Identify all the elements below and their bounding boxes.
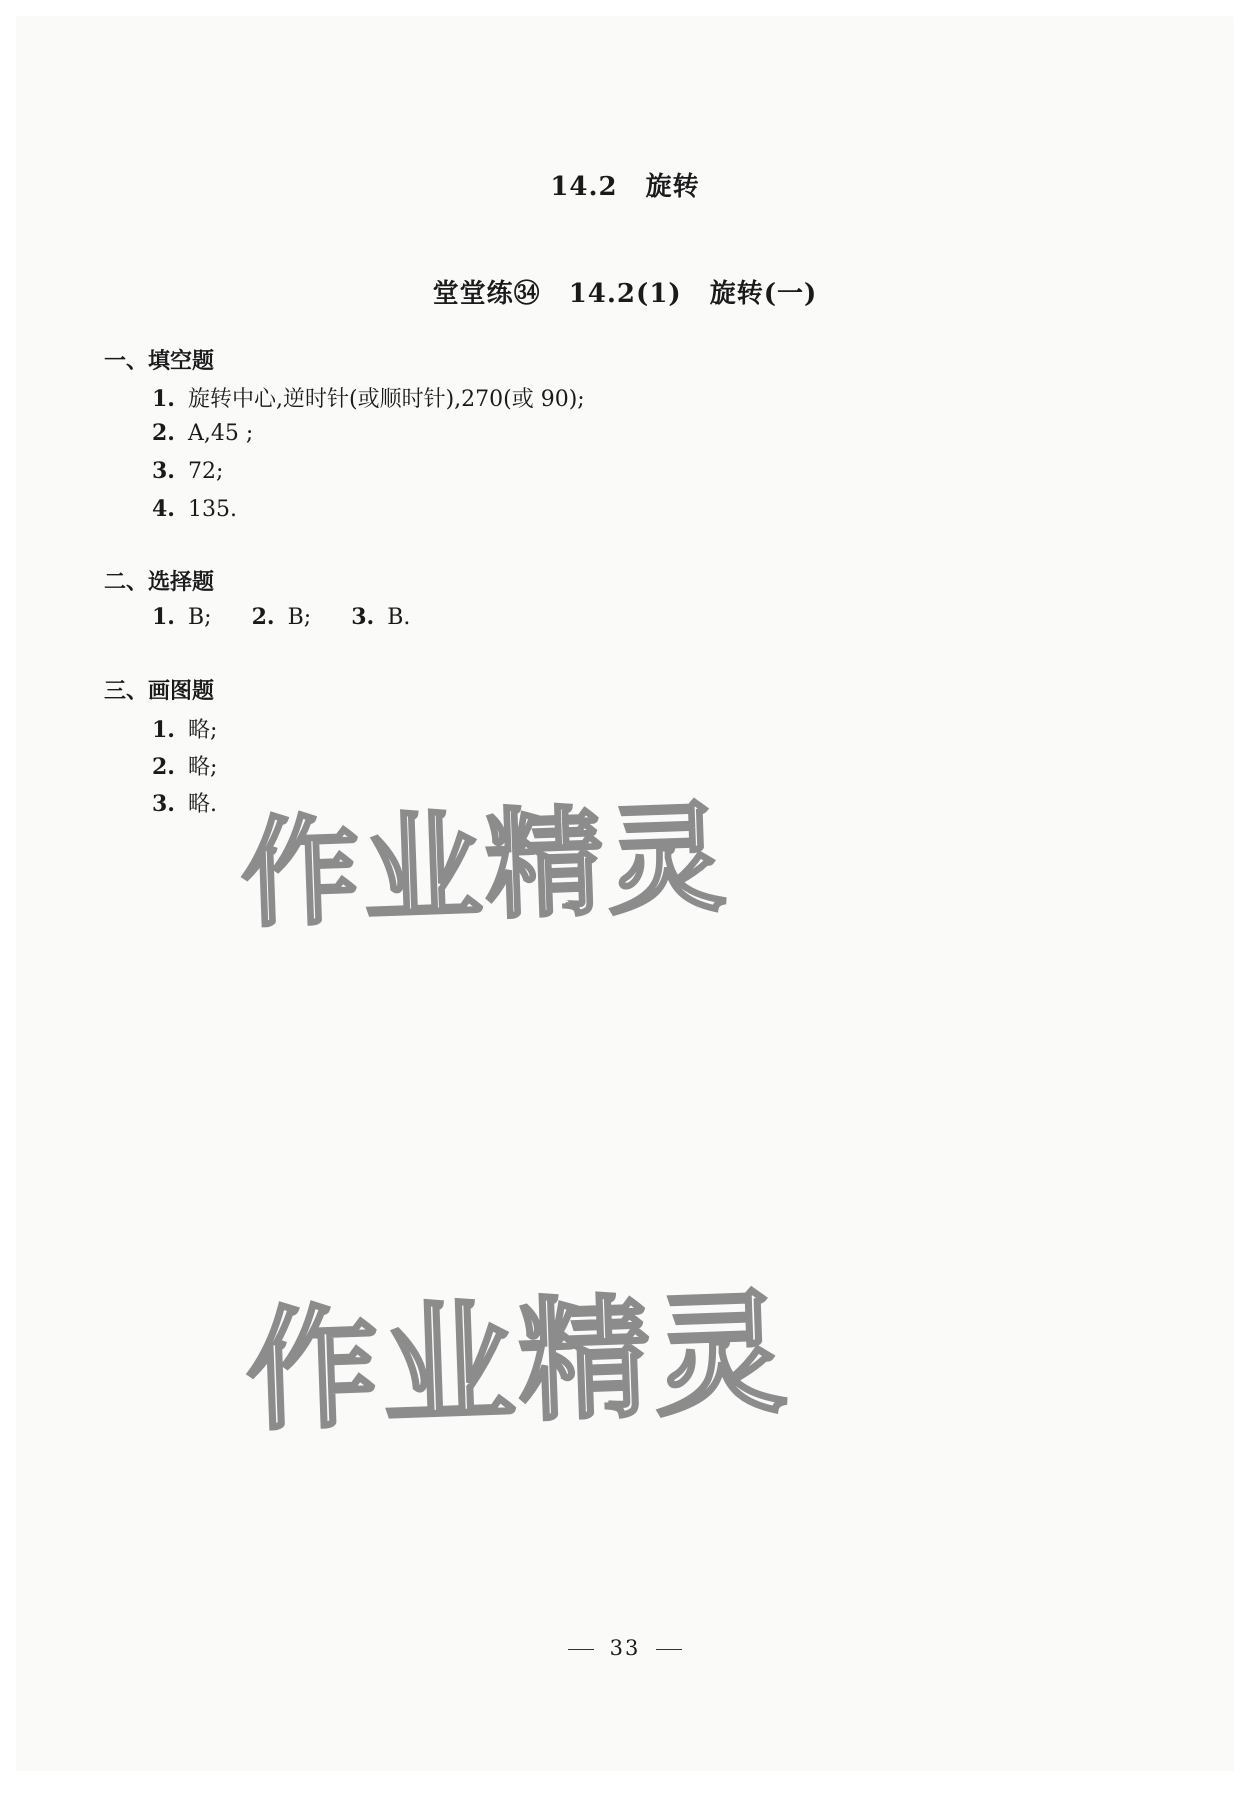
item-number: 2.	[251, 604, 275, 630]
lesson-name: 堂堂练㉞	[432, 279, 541, 309]
watermark: 作业精灵	[239, 788, 732, 944]
section-title	[16, 166, 1234, 203]
document-page	[16, 16, 1234, 1771]
item-number: 2.	[152, 754, 175, 780]
answer-item	[152, 787, 217, 818]
item-number: 1.	[152, 717, 175, 743]
answer-item	[152, 496, 237, 522]
lesson-subtitle: 旋转(一)	[709, 279, 818, 309]
lesson-title	[16, 273, 1234, 310]
item-text: B.	[387, 605, 411, 630]
watermark: 作业精灵	[243, 1276, 793, 1450]
answer-item	[152, 750, 217, 781]
item-text: 旋转中心,逆时针(或顺时针),270(或 90);	[188, 387, 585, 412]
item-number: 4.	[152, 496, 175, 522]
item-number: 1.	[152, 386, 175, 412]
item-text: B;	[287, 605, 312, 630]
item-number: 1.	[152, 604, 175, 630]
dash-left	[568, 1649, 594, 1650]
page-number-value: 33	[609, 1636, 641, 1660]
item-text: 72;	[188, 459, 224, 484]
section-name: 旋转	[645, 172, 700, 202]
mcq-answers	[152, 604, 450, 630]
item-number: 3.	[152, 458, 175, 484]
item-text: 略;	[188, 755, 218, 780]
item-number: 3.	[152, 791, 175, 817]
page-number	[16, 1636, 1234, 1660]
item-text: 135.	[188, 497, 237, 522]
mcq-answer	[252, 604, 312, 630]
item-text: A,45 ;	[188, 421, 254, 446]
answer-item	[152, 713, 217, 744]
section-number: 14.2	[550, 172, 618, 202]
item-text: 略;	[188, 718, 218, 743]
item-number: 2.	[152, 420, 175, 446]
answer-item	[152, 420, 253, 446]
dash-right	[656, 1649, 682, 1650]
part-heading-drawing: 三、画图题	[104, 679, 215, 704]
answer-item	[152, 458, 223, 484]
mcq-answer	[351, 604, 410, 630]
answer-item	[152, 382, 585, 413]
part-heading-fill-in: 一、填空题	[104, 349, 215, 374]
item-text: 略.	[188, 792, 217, 817]
item-text: B;	[188, 605, 212, 630]
item-number: 3.	[351, 604, 375, 630]
mcq-answer	[152, 604, 212, 630]
lesson-number: 14.2(1)	[568, 279, 682, 309]
part-heading-multiple-choice: 二、选择题	[104, 570, 215, 595]
